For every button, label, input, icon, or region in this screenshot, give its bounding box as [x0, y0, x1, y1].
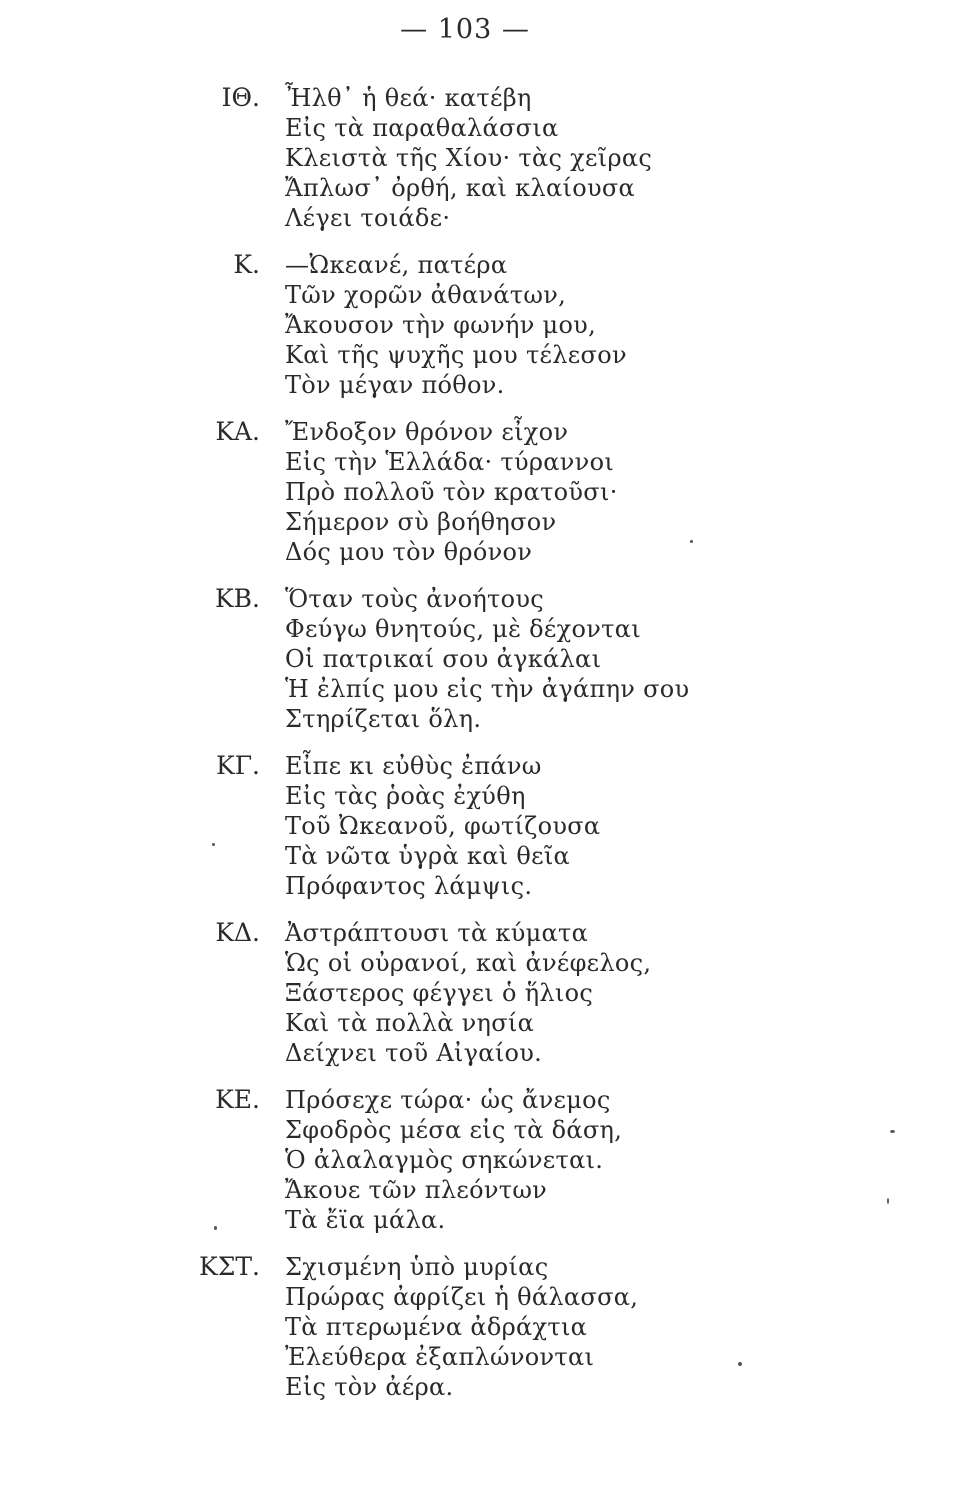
- page-number: — 103 —: [400, 14, 530, 45]
- verse-line: Πρόσεχε τώρα· ὡς ἄνεμος: [285, 1086, 611, 1114]
- stanza-number: Κ.: [233, 250, 260, 279]
- verse-line: Πρὸ πολλοῦ τὸν κρατοῦσι·: [285, 478, 618, 506]
- scan-speck: [890, 1130, 895, 1133]
- verse-line: Λέγει τοιάδε·: [285, 204, 451, 232]
- verse-line: Στηρίζεται ὅλη.: [285, 705, 482, 733]
- stanza-number: ΚΔ.: [215, 918, 260, 947]
- stanza-lines: [285, 918, 651, 1068]
- stanza-number: ΚΑ.: [215, 417, 260, 446]
- verse-line: Ἔνδοξον θρόνον εἶχον: [285, 418, 569, 446]
- stanza-lines: [285, 250, 627, 400]
- verse-line: Εἰς τὰ παραθαλάσσια: [285, 114, 559, 142]
- verse-line: —Ὠκεανέ, πατέρα: [285, 251, 508, 279]
- stanza-lines: [285, 1085, 622, 1235]
- verse-line: Ὡς οἱ οὐρανοί, καὶ ἀνέφελος,: [285, 949, 652, 977]
- verse-line: Ἄπλωσ᾽ ὀρθή, καὶ κλαίουσα: [285, 174, 636, 202]
- verse-line: Ξάστερος φέγγει ὁ ἥλιος: [285, 979, 594, 1007]
- verse-line: Ἀστράπτουσι τὰ κύματα: [285, 919, 589, 947]
- scan-speck: [887, 1198, 889, 1204]
- verse-line: Σφοδρὸς μέσα εἰς τὰ δάση,: [285, 1116, 623, 1144]
- stanza-number: ΚΕ.: [215, 1085, 260, 1114]
- verse-line: Εἰς τὸν ἀέρα.: [285, 1373, 454, 1401]
- verse-line: Τὰ νῶτα ὑγρὰ καὶ θεῖα: [285, 842, 571, 870]
- verse-line: Ἄκουε τῶν πλεόντων: [285, 1176, 548, 1204]
- stanza-lines: [285, 83, 652, 233]
- verse-line: Κλειστὰ τῆς Χίου· τὰς χεῖρας: [285, 144, 653, 172]
- scan-speck: [738, 1362, 742, 1366]
- scan-speck: [690, 540, 693, 543]
- verse-line: Δός μου τὸν θρόνον: [285, 538, 533, 566]
- verse-line: Σχισμένη ὑπὸ μυρίας: [285, 1253, 549, 1281]
- verse-line: Πρόφαντος λάμψις.: [285, 872, 533, 900]
- stanza-lines: [285, 751, 600, 901]
- stanza-number: ΚΣΤ.: [199, 1252, 260, 1281]
- verse-line: Τῶν χορῶν ἀθανάτων,: [285, 281, 567, 309]
- verse-line: Φεύγω θνητούς, μὲ δέχονται: [285, 615, 641, 643]
- verse-line: Τοῦ Ὠκεανοῦ, φωτίζουσα: [285, 812, 601, 840]
- verse-line: Καὶ τὰ πολλὰ νησία: [285, 1009, 535, 1037]
- verse-line: Ἡ ἐλπίς μου εἰς τὴν ἀγάπην σου: [285, 675, 690, 703]
- verse-line: Εἰς τὴν Ἑλλάδα· τύραννοι: [285, 448, 615, 476]
- stanza-lines: [285, 417, 618, 567]
- verse-line: Τὰ πτερωμένα ἀδράχτια: [285, 1313, 588, 1341]
- stanza-number: ΚΓ.: [216, 751, 260, 780]
- verse-line: Πρώρας ἀφρίζει ἡ θάλασσα,: [285, 1283, 639, 1311]
- verse-line: Ἐλεύθερα ἐξαπλώνονται: [285, 1343, 595, 1371]
- verse-line: Ὁ ἀλαλαγμὸς σηκώνεται.: [285, 1146, 604, 1174]
- verse-line: Ἦλθ᾽ ἡ θεά· κατέβη: [285, 84, 532, 112]
- scan-speck: [214, 1226, 217, 1230]
- verse-line: Σήμερον σὺ βοήθησον: [285, 508, 557, 536]
- stanza-lines: [285, 584, 689, 734]
- stanza-lines: [285, 1252, 638, 1402]
- verse-line: Τὰ ἔϊα μάλα.: [285, 1206, 446, 1234]
- verse-line: Εἶπε κι εὐθὺς ἐπάνω: [285, 752, 542, 780]
- stanza-number: ΚΒ.: [215, 584, 260, 613]
- verse-line: Καὶ τῆς ψυχῆς μου τέλεσον: [285, 341, 627, 369]
- scan-speck: [212, 843, 215, 846]
- verse-line: Εἰς τὰς ῥοὰς ἐχύθη: [285, 782, 526, 810]
- verse-line: Δείχνει τοῦ Αἰγαίου.: [285, 1039, 543, 1067]
- stanza-number: ΙΘ.: [221, 83, 260, 112]
- verse-line: Ὅταν τοὺς ἀνοήτους: [285, 585, 545, 613]
- verse-line: Οἱ πατρικαί σου ἀγκάλαι: [285, 645, 602, 673]
- verse-line: Ἄκουσον τὴν φωνήν μου,: [285, 311, 597, 339]
- verse-line: Τὸν μέγαν πόθον.: [285, 371, 505, 399]
